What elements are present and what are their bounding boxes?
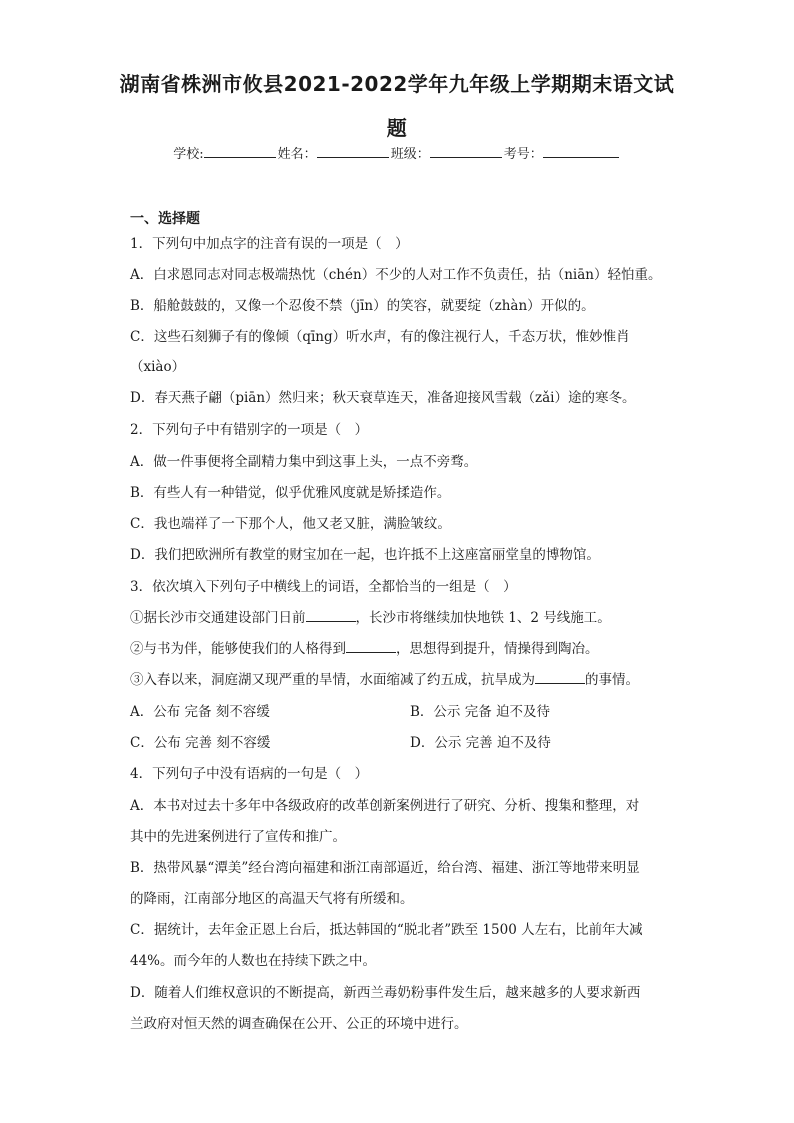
fill-blank[interactable] — [535, 671, 585, 684]
question-4-option-c-cont: 44%。而今年的人数也在持续下跌之中。 — [130, 953, 377, 969]
question-3-stem: 3．依次填入下列句子中横线上的词语，全都恰当的一组是（ ） — [130, 579, 517, 595]
item-text: ①据长沙市交通建设部门日前 — [130, 610, 306, 626]
question-3-item-3 — [130, 671, 639, 689]
number-blank[interactable] — [543, 145, 619, 158]
question-4-option-c: C．据统计，去年金正恩上台后，抵达韩国的“脱北者”跌至 1500 人左右，比前年大减 — [130, 922, 643, 938]
class-blank[interactable] — [430, 145, 502, 158]
item-text: ③入春以来，洞庭湖又现严重的旱情，水面缩减了约五成，抗旱成为 — [130, 672, 535, 688]
question-1-option-b: B．船舱鼓鼓的，又像一个忍俊不禁（jīn）的笑容，就要绽（zhàn）开似的。 — [130, 298, 595, 314]
question-4-stem: 4．下列句子中没有语病的一句是（ ） — [130, 766, 369, 782]
exam-title-line-2: 题 — [386, 116, 408, 140]
question-4-option-b: B．热带风暴“潭美”经台湾向福建和浙江南部逼近，给台湾、福建、浙江等地带来明显 — [130, 860, 640, 876]
question-3-option-d: D．公示 完善 迫不及待 — [410, 735, 551, 751]
fill-blank[interactable] — [306, 609, 356, 622]
item-text: ②与书为伴，能够使我们的人格得到 — [130, 641, 346, 657]
question-2-option-c: C．我也端祥了一下那个人，他又老又脏，满脸皱纹。 — [130, 516, 451, 532]
question-1-option-c: C．这些石刻狮子有的像倾（qīng）听水声，有的像注视行人，千态万状，惟妙惟肖 — [130, 329, 630, 345]
fill-blank[interactable] — [346, 640, 396, 653]
question-2-option-d: D．我们把欧洲所有教堂的财宝加在一起，也许抵不上这座富丽堂皇的博物馆。 — [130, 547, 600, 563]
question-3-item-1 — [130, 609, 611, 627]
question-4-option-a: A．本书对过去十多年中各级政府的改革创新案例进行了研究、分析、搜集和整理，对 — [130, 798, 640, 814]
question-4-option-b-cont: 的降雨，江南部分地区的高温天气将有所缓和。 — [130, 891, 414, 907]
question-2-option-b: B．有些人有一种错觉，似乎优雅风度就是矫揉造作。 — [130, 485, 451, 501]
class-label: 班级： — [390, 147, 430, 162]
question-3-option-a: A．公布 完备 刻不容缓 — [130, 704, 270, 720]
student-info-row — [0, 143, 794, 162]
item-text: ，思想得到提升，情操得到陶冶。 — [396, 641, 599, 657]
question-1-stem: 1．下列句中加点字的注音有误的一项是（ ） — [130, 236, 409, 252]
school-blank[interactable] — [204, 145, 276, 158]
question-3-option-b: B．公示 完备 迫不及待 — [410, 704, 551, 720]
name-blank[interactable] — [317, 145, 389, 158]
question-4-option-d-cont: 兰政府对恒天然的调查确保在公开、公正的环境中进行。 — [130, 1016, 468, 1032]
number-label: 考号： — [503, 147, 543, 162]
item-text: ，长沙市将继续加快地铁 1、2 号线施工。 — [355, 610, 611, 626]
question-4-option-a-cont: 其中的先进案例进行了宣传和推广。 — [130, 829, 346, 845]
question-1-option-d: D．春天燕子翩（piān）然归来；秋天衰草连天，准备迎接风雪载（zǎi）途的寒冬。 — [130, 390, 636, 406]
question-1-option-a: A．白求恩同志对同志极端热忱（chén）不少的人对工作不负责任，拈（niān）轻怕重。 — [130, 267, 662, 283]
question-2-option-a: A．做一件事便将全副精力集中到这事上头，一点不旁骛。 — [130, 454, 478, 470]
item-text: 的事情。 — [585, 672, 639, 688]
question-3-item-2 — [130, 640, 599, 658]
question-4-option-d: D．随着人们维权意识的不断提高，新西兰毒奶粉事件发生后，越来越多的人要求新西 — [130, 985, 641, 1001]
question-2-stem: 2．下列句子中有错别字的一项是（ ） — [130, 422, 369, 438]
exam-title-line-1: 湖南省株洲市攸县2021-2022学年九年级上学期期末语文试 — [119, 72, 675, 96]
name-label: 姓名： — [277, 147, 317, 162]
school-label: 学校: — [173, 147, 204, 162]
question-1-option-c-cont: （xiào） — [130, 359, 186, 375]
section-title: 一、选择题 — [130, 211, 200, 227]
question-3-option-c: C．公布 完善 刻不容缓 — [130, 735, 271, 751]
